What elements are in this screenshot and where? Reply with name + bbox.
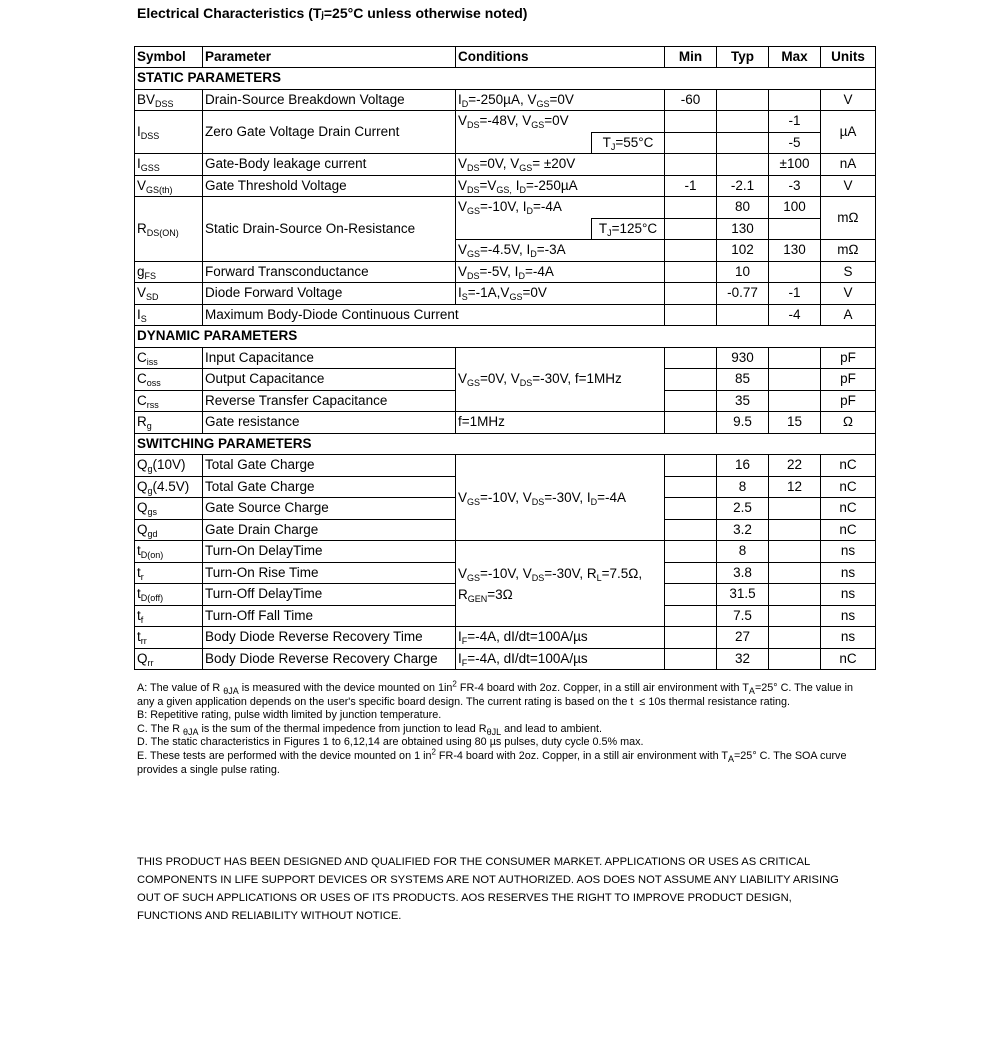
symbol-cell: $C_{iss}$ bbox=[135, 347, 203, 369]
header-symbol: Symbol bbox=[135, 47, 203, 68]
typ-cell: -2.1 bbox=[717, 175, 769, 197]
table-row bbox=[135, 455, 876, 477]
conditions-cell: $T_J=55^\circ C$ bbox=[592, 132, 665, 154]
units-cell: ns bbox=[821, 627, 876, 649]
parameter-cell: Drain-Source Breakdown Voltage bbox=[203, 89, 456, 111]
table-header-row bbox=[135, 47, 876, 68]
conditions-cell: $I_D=-250\mu A$, $V_{GS}=0V$ bbox=[456, 89, 665, 111]
max-cell: -1 bbox=[769, 283, 821, 305]
symbol-cell: $t_f$ bbox=[135, 605, 203, 627]
parameter-cell: Gate Drain Charge bbox=[203, 519, 456, 541]
typ-cell: 27 bbox=[717, 627, 769, 649]
parameter-cell: Body Diode Reverse Recovery Time bbox=[203, 627, 456, 649]
units-cell: nA bbox=[821, 154, 876, 176]
units-cell: Ω bbox=[821, 412, 876, 434]
units-cell: mΩ bbox=[821, 240, 876, 262]
typ-cell: 930 bbox=[717, 347, 769, 369]
symbol-cell: $I_{GSS}$ bbox=[135, 154, 203, 176]
conditions-cell: $V_{GS}=-10V$, $I_D=-4A$ bbox=[456, 197, 665, 219]
header-units: Units bbox=[821, 47, 876, 68]
table-row bbox=[135, 541, 876, 563]
typ-cell: 16 bbox=[717, 455, 769, 477]
units-cell: pF bbox=[821, 369, 876, 391]
symbol-cell: $C_{oss}$ bbox=[135, 369, 203, 391]
section-dynamic: DYNAMIC PARAMETERS bbox=[135, 326, 876, 348]
table-row bbox=[135, 283, 876, 305]
header-max: Max bbox=[769, 47, 821, 68]
units-cell: nC bbox=[821, 648, 876, 670]
max-cell: 12 bbox=[769, 476, 821, 498]
parameter-cell: Total Gate Charge bbox=[203, 455, 456, 477]
parameter-cell: Output Capacitance bbox=[203, 369, 456, 391]
typ-cell: 80 bbox=[717, 197, 769, 219]
conditions-cell: f=1MHz bbox=[456, 412, 665, 434]
max-cell: 15 bbox=[769, 412, 821, 434]
units-cell: V bbox=[821, 175, 876, 197]
table-row bbox=[135, 89, 876, 111]
typ-cell: 3.8 bbox=[717, 562, 769, 584]
units-cell: nC bbox=[821, 498, 876, 520]
conditions-cell: $V_{GS}=-10V$, $V_{DS}=-30V$, $I_D=-4A$ bbox=[456, 455, 665, 541]
parameter-cell: Forward Transconductance bbox=[203, 261, 456, 283]
conditions-cell: $V_{GS}=-4.5V$, $I_D=-3A$ bbox=[456, 240, 665, 262]
table-row bbox=[135, 347, 876, 369]
max-cell: ±100 bbox=[769, 154, 821, 176]
table-row bbox=[135, 412, 876, 434]
parameter-cell: Static Drain-Source On-Resistance bbox=[203, 197, 456, 262]
max-cell: -3 bbox=[769, 175, 821, 197]
typ-cell: 130 bbox=[717, 218, 769, 240]
conditions-cell: $V_{GS}=0V$, $V_{DS}=-30V$, f=1MHz bbox=[456, 347, 665, 412]
symbol-cell: $t_{rr}$ bbox=[135, 627, 203, 649]
parameter-cell: Gate-Body leakage current bbox=[203, 154, 456, 176]
header-parameter: Parameter bbox=[203, 47, 456, 68]
parameter-cell: Turn-Off DelayTime bbox=[203, 584, 456, 606]
typ-cell: 2.5 bbox=[717, 498, 769, 520]
header-min: Min bbox=[665, 47, 717, 68]
typ-cell: 35 bbox=[717, 390, 769, 412]
parameter-cell: Gate Threshold Voltage bbox=[203, 175, 456, 197]
parameter-cell: Gate Source Charge bbox=[203, 498, 456, 520]
typ-cell: 8 bbox=[717, 476, 769, 498]
parameter-cell: Zero Gate Voltage Drain Current bbox=[203, 111, 456, 154]
symbol-cell: $Q_{gd}$ bbox=[135, 519, 203, 541]
units-cell: nC bbox=[821, 519, 876, 541]
header-conditions: Conditions bbox=[456, 47, 665, 68]
parameter-cell: Gate resistance bbox=[203, 412, 456, 434]
header-typ: Typ bbox=[717, 47, 769, 68]
typ-cell: 85 bbox=[717, 369, 769, 391]
disclaimer bbox=[137, 853, 877, 925]
units-cell: ns bbox=[821, 584, 876, 606]
conditions-cell: $V_{DS}=-48V$, $V_{GS}=0V$ bbox=[456, 111, 665, 133]
symbol-cell: $t_{D(on)}$ bbox=[135, 541, 203, 563]
units-cell: ns bbox=[821, 562, 876, 584]
max-cell: -1 bbox=[769, 111, 821, 133]
parameter-cell: Reverse Transfer Capacitance bbox=[203, 390, 456, 412]
typ-cell: 7.5 bbox=[717, 605, 769, 627]
max-cell: 130 bbox=[769, 240, 821, 262]
symbol-cell: $Q_{rr}$ bbox=[135, 648, 203, 670]
units-cell: V bbox=[821, 283, 876, 305]
units-cell: V bbox=[821, 89, 876, 111]
max-cell: 100 bbox=[769, 197, 821, 219]
units-cell: µA bbox=[821, 111, 876, 154]
parameter-cell: Total Gate Charge bbox=[203, 476, 456, 498]
note-b: B: Repetitive rating, pulse width limited by junction temperature. bbox=[137, 709, 442, 722]
conditions-cell: $I_S=-1A,V_{GS}=0V$ bbox=[456, 283, 665, 305]
disclaimer-line: OUT OF SUCH APPLICATIONS OR USES OF ITS PRODUCTS. AOS RESERVES THE RIGHT TO IMPROVE PRODUCT DESIGN, bbox=[137, 892, 792, 904]
note-c: C. The R $_{\theta JA}$ is the sum of the thermal impedence from junction to lead $R_{\theta JL}$ and lead to ambient. bbox=[137, 722, 602, 737]
conditions-cell: $V_{DS}=0V$, $V_{GS}= \pm 20V$ bbox=[456, 154, 665, 176]
conditions-cell: $V_{DS}=V_{GS,}$ $I_D=-250\mu A$ bbox=[456, 175, 665, 197]
symbol-cell: $t_r$ bbox=[135, 562, 203, 584]
parameter-cell: Diode Forward Voltage bbox=[203, 283, 456, 305]
max-cell: -4 bbox=[769, 304, 821, 326]
symbol-cell: $I_{DSS}$ bbox=[135, 111, 203, 154]
conditions-cell: $V_{GS}=-10V$, $V_{DS}=-30V$, $R_L=7.5\Omega$, $R_{GEN}=3\Omega$ bbox=[456, 541, 665, 627]
electrical-characteristics-table bbox=[134, 46, 876, 670]
symbol-cell: $t_{D(off)}$ bbox=[135, 584, 203, 606]
typ-cell: 31.5 bbox=[717, 584, 769, 606]
table-row bbox=[135, 175, 876, 197]
units-cell: nC bbox=[821, 455, 876, 477]
footnotes bbox=[137, 679, 872, 777]
table-row bbox=[135, 261, 876, 283]
parameter-cell: Input Capacitance bbox=[203, 347, 456, 369]
units-cell: mΩ bbox=[821, 197, 876, 240]
typ-cell: 102 bbox=[717, 240, 769, 262]
min-cell: -1 bbox=[665, 175, 717, 197]
min-cell: -60 bbox=[665, 89, 717, 111]
typ-cell: 9.5 bbox=[717, 412, 769, 434]
conditions-cell: $V_{DS}=-5V$, $I_D=-4A$ bbox=[456, 261, 665, 283]
symbol-cell: $g_{FS}$ bbox=[135, 261, 203, 283]
symbol-cell: $Q_{gs}$ bbox=[135, 498, 203, 520]
units-cell: ns bbox=[821, 541, 876, 563]
typ-cell: 3.2 bbox=[717, 519, 769, 541]
section-static: STATIC PARAMETERS bbox=[135, 68, 876, 90]
page-title: Electrical Characteristics (Tⱼ=25°C unless otherwise noted) bbox=[137, 5, 528, 21]
conditions-cell: $I_F=-4A$, dI/dt=100A/µs bbox=[456, 627, 665, 649]
symbol-cell: $V_{SD}$ bbox=[135, 283, 203, 305]
parameter-cell: Body Diode Reverse Recovery Charge bbox=[203, 648, 456, 670]
note-e: E. These tests are performed with the device mounted on 1 $in^2$ FR-4 board with 2oz. Copper, in a still air environment with $T_A=25^\circ$ C. The SOA curve provides a single pulse rating. bbox=[137, 747, 847, 776]
note-d: D. The static characteristics in Figures 1 to 6,12,14 are obtained using 80 µs pulses, duty cycle 0.5% max. bbox=[137, 736, 644, 749]
table-row bbox=[135, 648, 876, 670]
conditions-cell: $I_F=-4A$, dI/dt=100A/µs bbox=[456, 648, 665, 670]
table-row bbox=[135, 197, 876, 219]
symbol-cell: $Q_g(4.5V)$ bbox=[135, 476, 203, 498]
symbol-cell: $C_{rss}$ bbox=[135, 390, 203, 412]
units-cell: pF bbox=[821, 347, 876, 369]
table-row bbox=[135, 111, 876, 133]
section-switching: SWITCHING PARAMETERS bbox=[135, 433, 876, 455]
typ-cell: -0.77 bbox=[717, 283, 769, 305]
max-cell: 22 bbox=[769, 455, 821, 477]
units-cell: S bbox=[821, 261, 876, 283]
symbol-cell: $R_g$ bbox=[135, 412, 203, 434]
disclaimer-line: THIS PRODUCT HAS BEEN DESIGNED AND QUALIFIED FOR THE CONSUMER MARKET. APPLICATIONS OR USES AS CRITICAL bbox=[137, 856, 811, 868]
units-cell: pF bbox=[821, 390, 876, 412]
disclaimer-line: FUNCTIONS AND RELIABILITY WITHOUT NOTICE. bbox=[137, 910, 402, 922]
table-row bbox=[135, 154, 876, 176]
typ-cell: 32 bbox=[717, 648, 769, 670]
disclaimer-line: COMPONENTS IN LIFE SUPPORT DEVICES OR SYSTEMS ARE NOT AUTHORIZED. AOS DOES NOT ASSUME ANY LIABILITY ARISING bbox=[137, 874, 839, 886]
parameter-cell: Turn-Off Fall Time bbox=[203, 605, 456, 627]
symbol-cell: $I_S$ bbox=[135, 304, 203, 326]
units-cell: A bbox=[821, 304, 876, 326]
table-row bbox=[135, 304, 876, 326]
note-a: A: The value of R $_{\theta JA}$ is measured with the device mounted on $1in^2$ FR-4 board with 2oz. Copper, in a still air environment with $T_A=25^\circ$ C. The value in any a given application depends on the user's specific board design. The current rating is based on the t ≤ 10s thermal resistance rating. bbox=[137, 679, 853, 708]
table-row bbox=[135, 627, 876, 649]
conditions-cell: $T_J=125^\circ C$ bbox=[592, 218, 665, 240]
units-cell: nC bbox=[821, 476, 876, 498]
symbol-cell: $BV_{DSS}$ bbox=[135, 89, 203, 111]
parameter-cell: Turn-On DelayTime bbox=[203, 541, 456, 563]
parameter-cell: Maximum Body-Diode Continuous Current bbox=[203, 304, 665, 326]
typ-cell: 8 bbox=[717, 541, 769, 563]
symbol-cell: $Q_g(10V)$ bbox=[135, 455, 203, 477]
typ-cell: 10 bbox=[717, 261, 769, 283]
symbol-cell: $R_{DS(ON)}$ bbox=[135, 197, 203, 262]
symbol-cell: $V_{GS(th)}$ bbox=[135, 175, 203, 197]
max-cell: -5 bbox=[769, 132, 821, 154]
units-cell: ns bbox=[821, 605, 876, 627]
parameter-cell: Turn-On Rise Time bbox=[203, 562, 456, 584]
